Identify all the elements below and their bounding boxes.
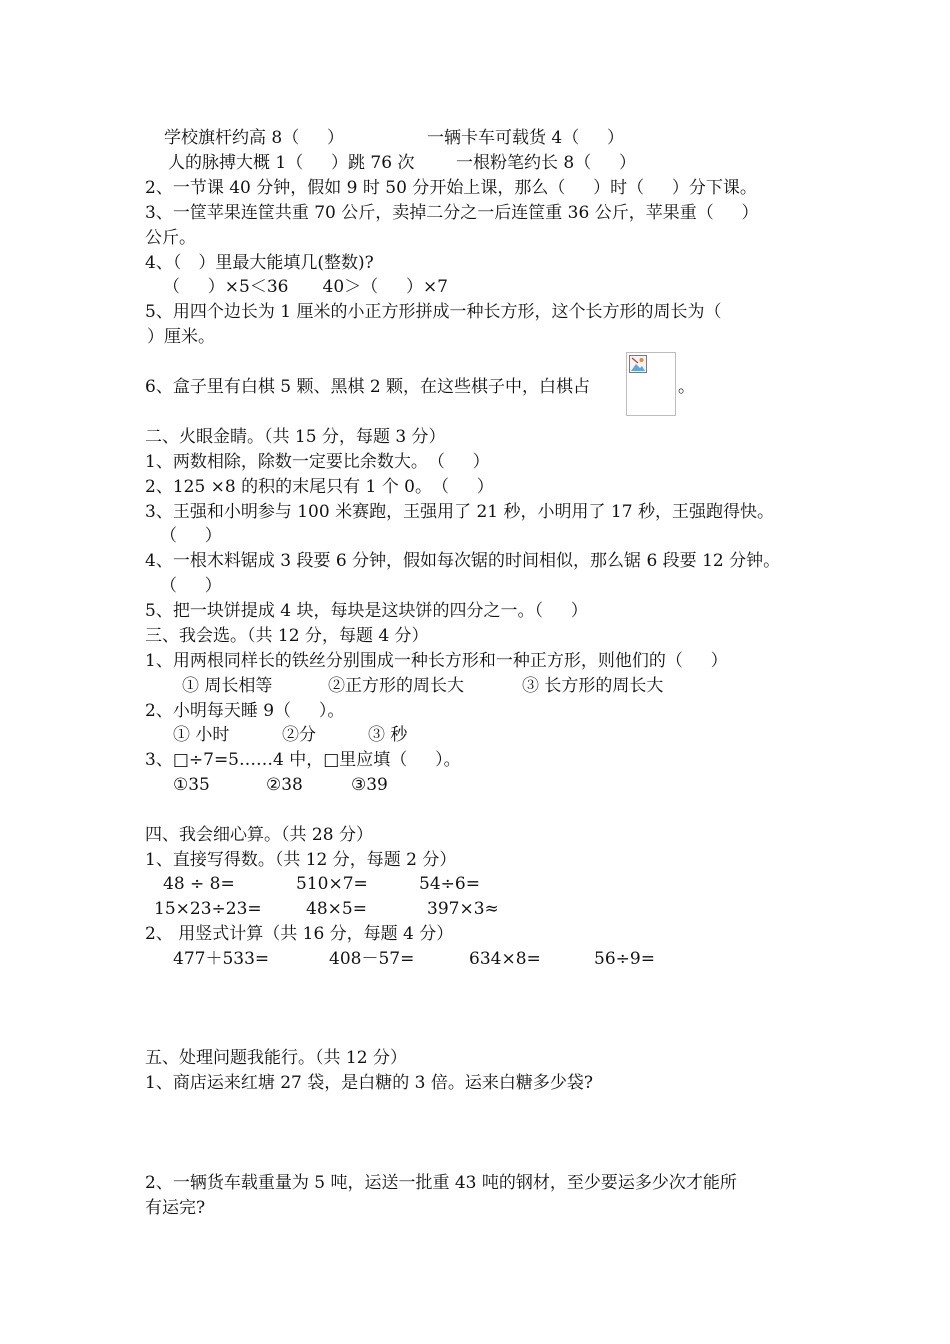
expression: 408－57= (329, 949, 415, 969)
question-line: 3、一筐苹果连筐共重 70 公斤，卖掉二分之一后连筐重 36 公斤，苹果重（ ） (145, 203, 759, 223)
expression: 15×23÷23= (154, 899, 262, 919)
question-line: 5、用四个边长为 1 厘米的小正方形拼成一种长方形，这个长方形的周长为（ (145, 302, 722, 322)
option: ③39 (351, 775, 388, 795)
section-heading: 二、火眼金睛。（共 15 分，每题 3 分） (145, 427, 446, 447)
question-line: 1、商店运来红塘 27 袋，是白糖的 3 倍。运来白糖多少袋? (145, 1073, 593, 1093)
option: ① 小时 (173, 725, 230, 745)
option: ③ 秒 (368, 725, 408, 745)
question-line: 4、（ ）里最大能填几(整数)? (145, 253, 374, 273)
question-line: 2、一辆货车载重量为 5 吨，运送一批重 43 吨的钢材，至少要运多少次才能所 (145, 1173, 737, 1193)
question-line: 学校旗杆约高 8（ ） (164, 128, 345, 148)
section-heading: 三、我会选。（共 12 分，每题 4 分） (145, 626, 429, 646)
question-line: 4、一根木料锯成 3 段要 6 分钟，假如每次锯的时间相似，那么锯 6 段要 12 分钟。 (145, 551, 781, 571)
question-line: 2、 用竖式计算（共 16 分，每题 4 分） (145, 924, 454, 944)
question-line: 2、125 ×8 的积的末尾只有 1 个 0。 （ ） (145, 477, 494, 497)
option: ① 周长相等 (182, 676, 273, 696)
question-line: 6、盒子里有白棋 5 颗、黑棋 2 颗，在这些棋子中，白棋占 (145, 377, 591, 397)
question-line: 1、直接写得数。（共 12 分，每题 2 分） (145, 850, 457, 870)
question-line: 2、一节课 40 分钟，假如 9 时 50 分开始上课，那么（ ）时（ ）分下课。 (145, 178, 757, 198)
expression: 397×3≈ (427, 899, 499, 919)
question-line: 一根粉笔约长 8（ ） (456, 153, 637, 173)
expression: 56÷9= (594, 949, 655, 969)
question-line: （ ） (160, 526, 222, 546)
section-heading: 五、处理问题我能行。（共 12 分） (145, 1048, 407, 1068)
question-line: 3、□÷7=5……4 中，□里应填（ ）。 (145, 750, 461, 770)
expression: 634×8= (469, 949, 541, 969)
question-line: 3、王强和小明参与 100 米赛跑，王强用了 21 秒，小明用了 17 秒，王强跑得快。 (145, 502, 774, 522)
question-line: 2、小明每天睡 9（ ）。 (145, 701, 345, 721)
question-line: （ ）×5＜36 40＞（ ）×7 (163, 277, 448, 297)
question-line: 5、把一块饼提成 4 块，每块是这块饼的四分之一。（ ） (145, 601, 588, 621)
broken-image-icon (629, 355, 647, 373)
expression: 510×7= (296, 874, 368, 894)
fraction-image-placeholder (626, 352, 676, 416)
expression: 477＋533= (173, 949, 270, 969)
expression: 54÷6= (419, 874, 480, 894)
option: ②分 (282, 725, 316, 745)
question-line: 1、两数相除，除数一定要比余数大。 （ ） (145, 452, 490, 472)
question-line: 公斤。 (145, 228, 196, 248)
question-line: 1、用两根同样长的铁丝分别围成一种长方形和一种正方形，则他们的（ ） (145, 651, 728, 671)
option: ①35 (173, 775, 210, 795)
option: ②正方形的周长大 (328, 676, 464, 696)
expression: 48 ÷ 8= (163, 874, 235, 894)
question-line: 一辆卡车可载货 4（ ） (427, 128, 625, 148)
question-line: 。 (678, 377, 695, 397)
expression: 48×5= (306, 899, 367, 919)
question-line: （ ） (160, 576, 222, 596)
question-line: ）厘米。 (147, 327, 215, 347)
question-line: 人的脉搏大概 1（ ）跳 76 次 (168, 153, 415, 173)
section-heading: 四、我会细心算。（共 28 分） (145, 825, 373, 845)
option: ③ 长方形的周长大 (522, 676, 664, 696)
option: ②38 (266, 775, 303, 795)
question-line: 有运完? (145, 1198, 206, 1218)
